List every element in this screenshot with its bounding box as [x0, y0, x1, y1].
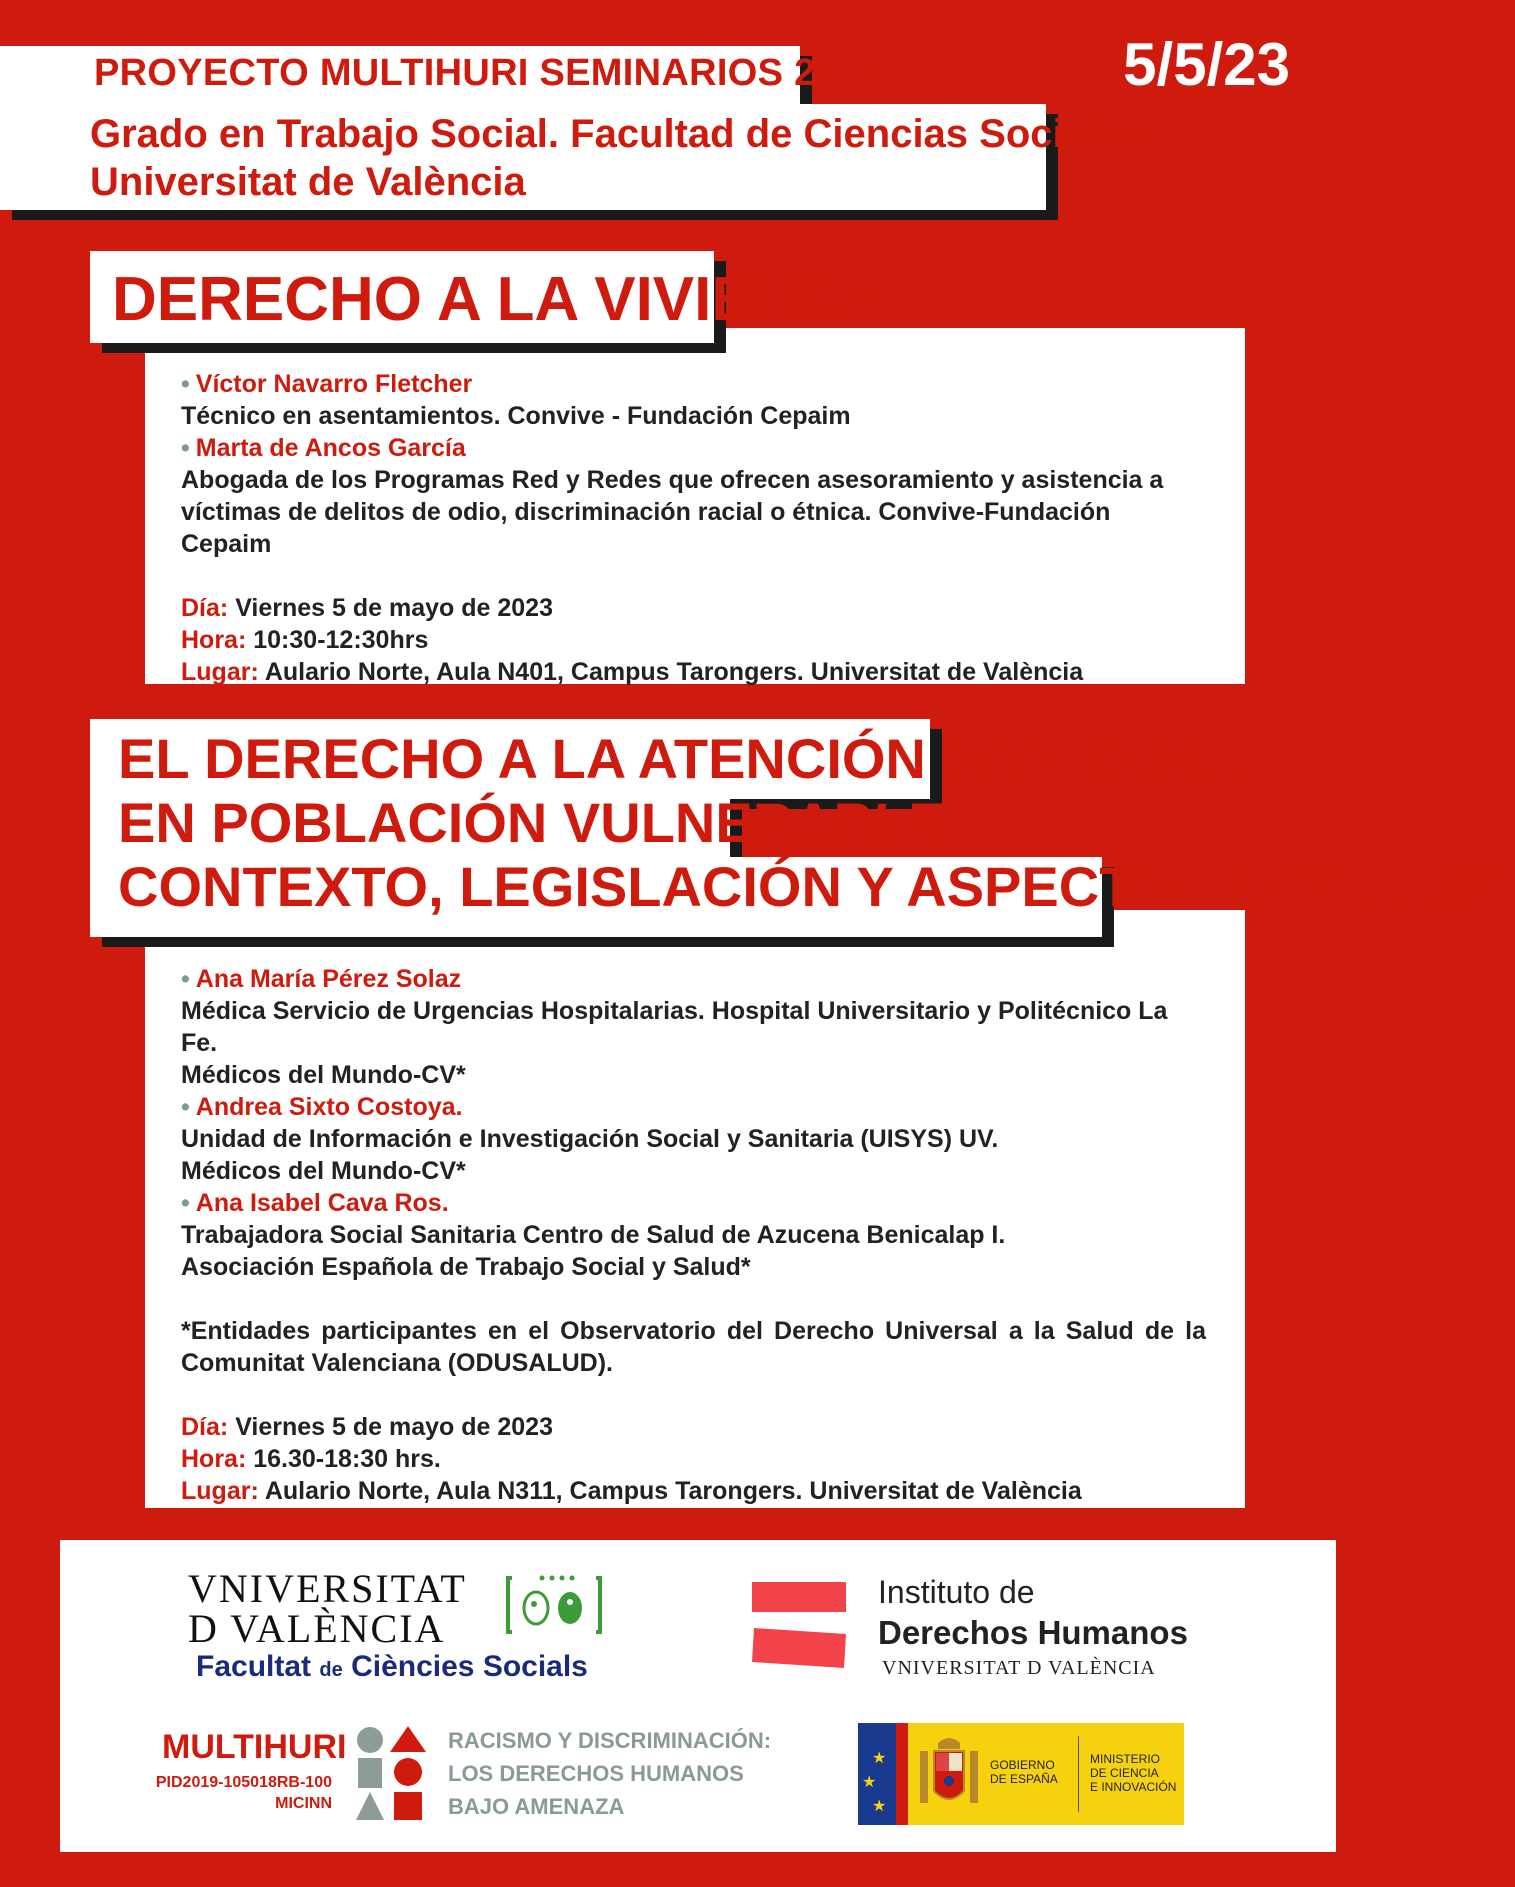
speaker-2-role: Abogada de los Programas Red y Redes que ofrecen asesoramiento y asistencia a víctimas de delitos de odio, discriminación racial o étnica. Convive-Fundación Cepaim — [181, 466, 1164, 558]
uv-logo-line2: D VALÈNCIA — [188, 1606, 446, 1651]
event-place: Lugar: Aulario Norte, Aula N401, Campus Tarongers. Universitat de València — [181, 658, 1084, 686]
speaker-3-role: Médica Servicio de Urgencias Hospitalarias. Hospital Universitario y Politécnico La Fe. — [181, 997, 1168, 1057]
odusalud-note: *Entidades participantes en el Observatorio del Derecho Universal a la Salud de la Comunitat Valenciana (ODUSALUD). — [181, 1317, 1206, 1377]
speaker-5: • Ana Isabel Cava Ros. — [181, 1189, 449, 1217]
speaker-1: • Víctor Navarro Fletcher — [181, 370, 473, 398]
idh-line1: Instituto de — [878, 1574, 1035, 1610]
gobierno-divider — [1078, 1736, 1079, 1812]
section2-title-line3: CONTEXTO, LEGISLACIÓN Y ASPECTOS SOCIALES — [118, 855, 1515, 918]
speaker-1-role: Técnico en asentamientos. Convive - Fundación Cepaim — [181, 402, 851, 430]
speaker-3: • Ana María Pérez Solaz — [181, 965, 462, 993]
speaker-5-org: Asociación Española de Trabajo Social y Salud* — [181, 1253, 751, 1281]
svg-text:★: ★ — [862, 1774, 877, 1791]
section2-title — [118, 727, 1515, 919]
speaker-5-role: Trabajadora Social Sanitaria Centro de Salud de Azucena Benicalap I. — [181, 1221, 1006, 1249]
section2-content — [181, 963, 1206, 1507]
section1-content — [181, 368, 1206, 688]
multihuri-title: MULTIHURI — [162, 1728, 347, 1766]
section2-title-line1: EL DERECHO A LA ATENCIÓN SANITARIA — [118, 727, 1243, 790]
event-time: Hora: 10:30-12:30hrs — [181, 626, 429, 654]
idh-line2: Derechos Humanos — [878, 1614, 1188, 1651]
header-subtitle-line2: Universitat de València — [90, 160, 526, 204]
header-subtitle — [90, 110, 1153, 206]
event-day: Día: Viernes 5 de mayo de 2023 — [181, 594, 553, 622]
ministerio-text: MINISTERIO DE CIENCIA E INNOVACIÓN — [1090, 1752, 1177, 1794]
event-time: Hora: 16.30-18:30 hrs. — [181, 1445, 441, 1473]
uv-faces-icon — [506, 1572, 602, 1638]
event-day: Día: Viernes 5 de mayo de 2023 — [181, 1413, 553, 1441]
fcs-logo-text: Facultat de Ciències Socials — [196, 1650, 588, 1683]
event-date: 5/5/23 — [1123, 31, 1290, 98]
speaker-2: • Marta de Ancos García — [181, 434, 466, 462]
spain-stripe — [896, 1723, 908, 1825]
uv-logo-line1: VNIVERSITAT — [188, 1566, 467, 1611]
svg-text:★: ★ — [872, 1750, 887, 1767]
section1-title: DERECHO A LA VIVIENDA — [112, 265, 888, 334]
multihuri-code: PID2019-105018RB-100 MICINN — [155, 1774, 332, 1812]
section2-title-line2: EN POBLACIÓN VULNERABLE: — [118, 791, 965, 854]
eu-flag-icon — [858, 1723, 896, 1825]
project-title: PROYECTO MULTIHURI SEMINARIOS 2023 — [94, 52, 880, 94]
speaker-4-org: Médicos del Mundo-CV* — [181, 1157, 466, 1185]
racismo-title: RACISMO Y DISCRIMINACIÓN: LOS DERECHOS HUMANOS BAJO AMENAZA — [448, 1728, 772, 1819]
speaker-3-org: Médicos del Mundo-CV* — [181, 1061, 466, 1089]
bullet-icon: • — [181, 965, 190, 993]
gobierno-text: GOBIERNO DE ESPAÑA — [990, 1758, 1058, 1786]
speaker-4-role: Unidad de Información e Investigación Social y Sanitaria (UISYS) UV. — [181, 1125, 999, 1153]
header-subtitle-line1: Grado en Trabajo Social. Facultad de Ciencias Sociales. — [90, 112, 1153, 156]
multihuri-shapes-icon — [350, 1726, 430, 1822]
bullet-icon: • — [181, 370, 190, 398]
idh-line3: VNIVERSITAT D VALÈNCIA — [882, 1657, 1156, 1679]
idh-logo-icon — [752, 1582, 846, 1678]
speaker-4: • Andrea Sixto Costoya. — [181, 1093, 463, 1121]
bullet-icon: • — [181, 1093, 190, 1121]
spain-coat-of-arms-icon — [914, 1733, 984, 1817]
event-place: Lugar: Aulario Norte, Aula N311, Campus Tarongers. Universitat de València — [181, 1477, 1082, 1505]
bullet-icon: • — [181, 434, 190, 462]
bullet-icon: • — [181, 1189, 190, 1217]
svg-text:★: ★ — [872, 1798, 887, 1815]
